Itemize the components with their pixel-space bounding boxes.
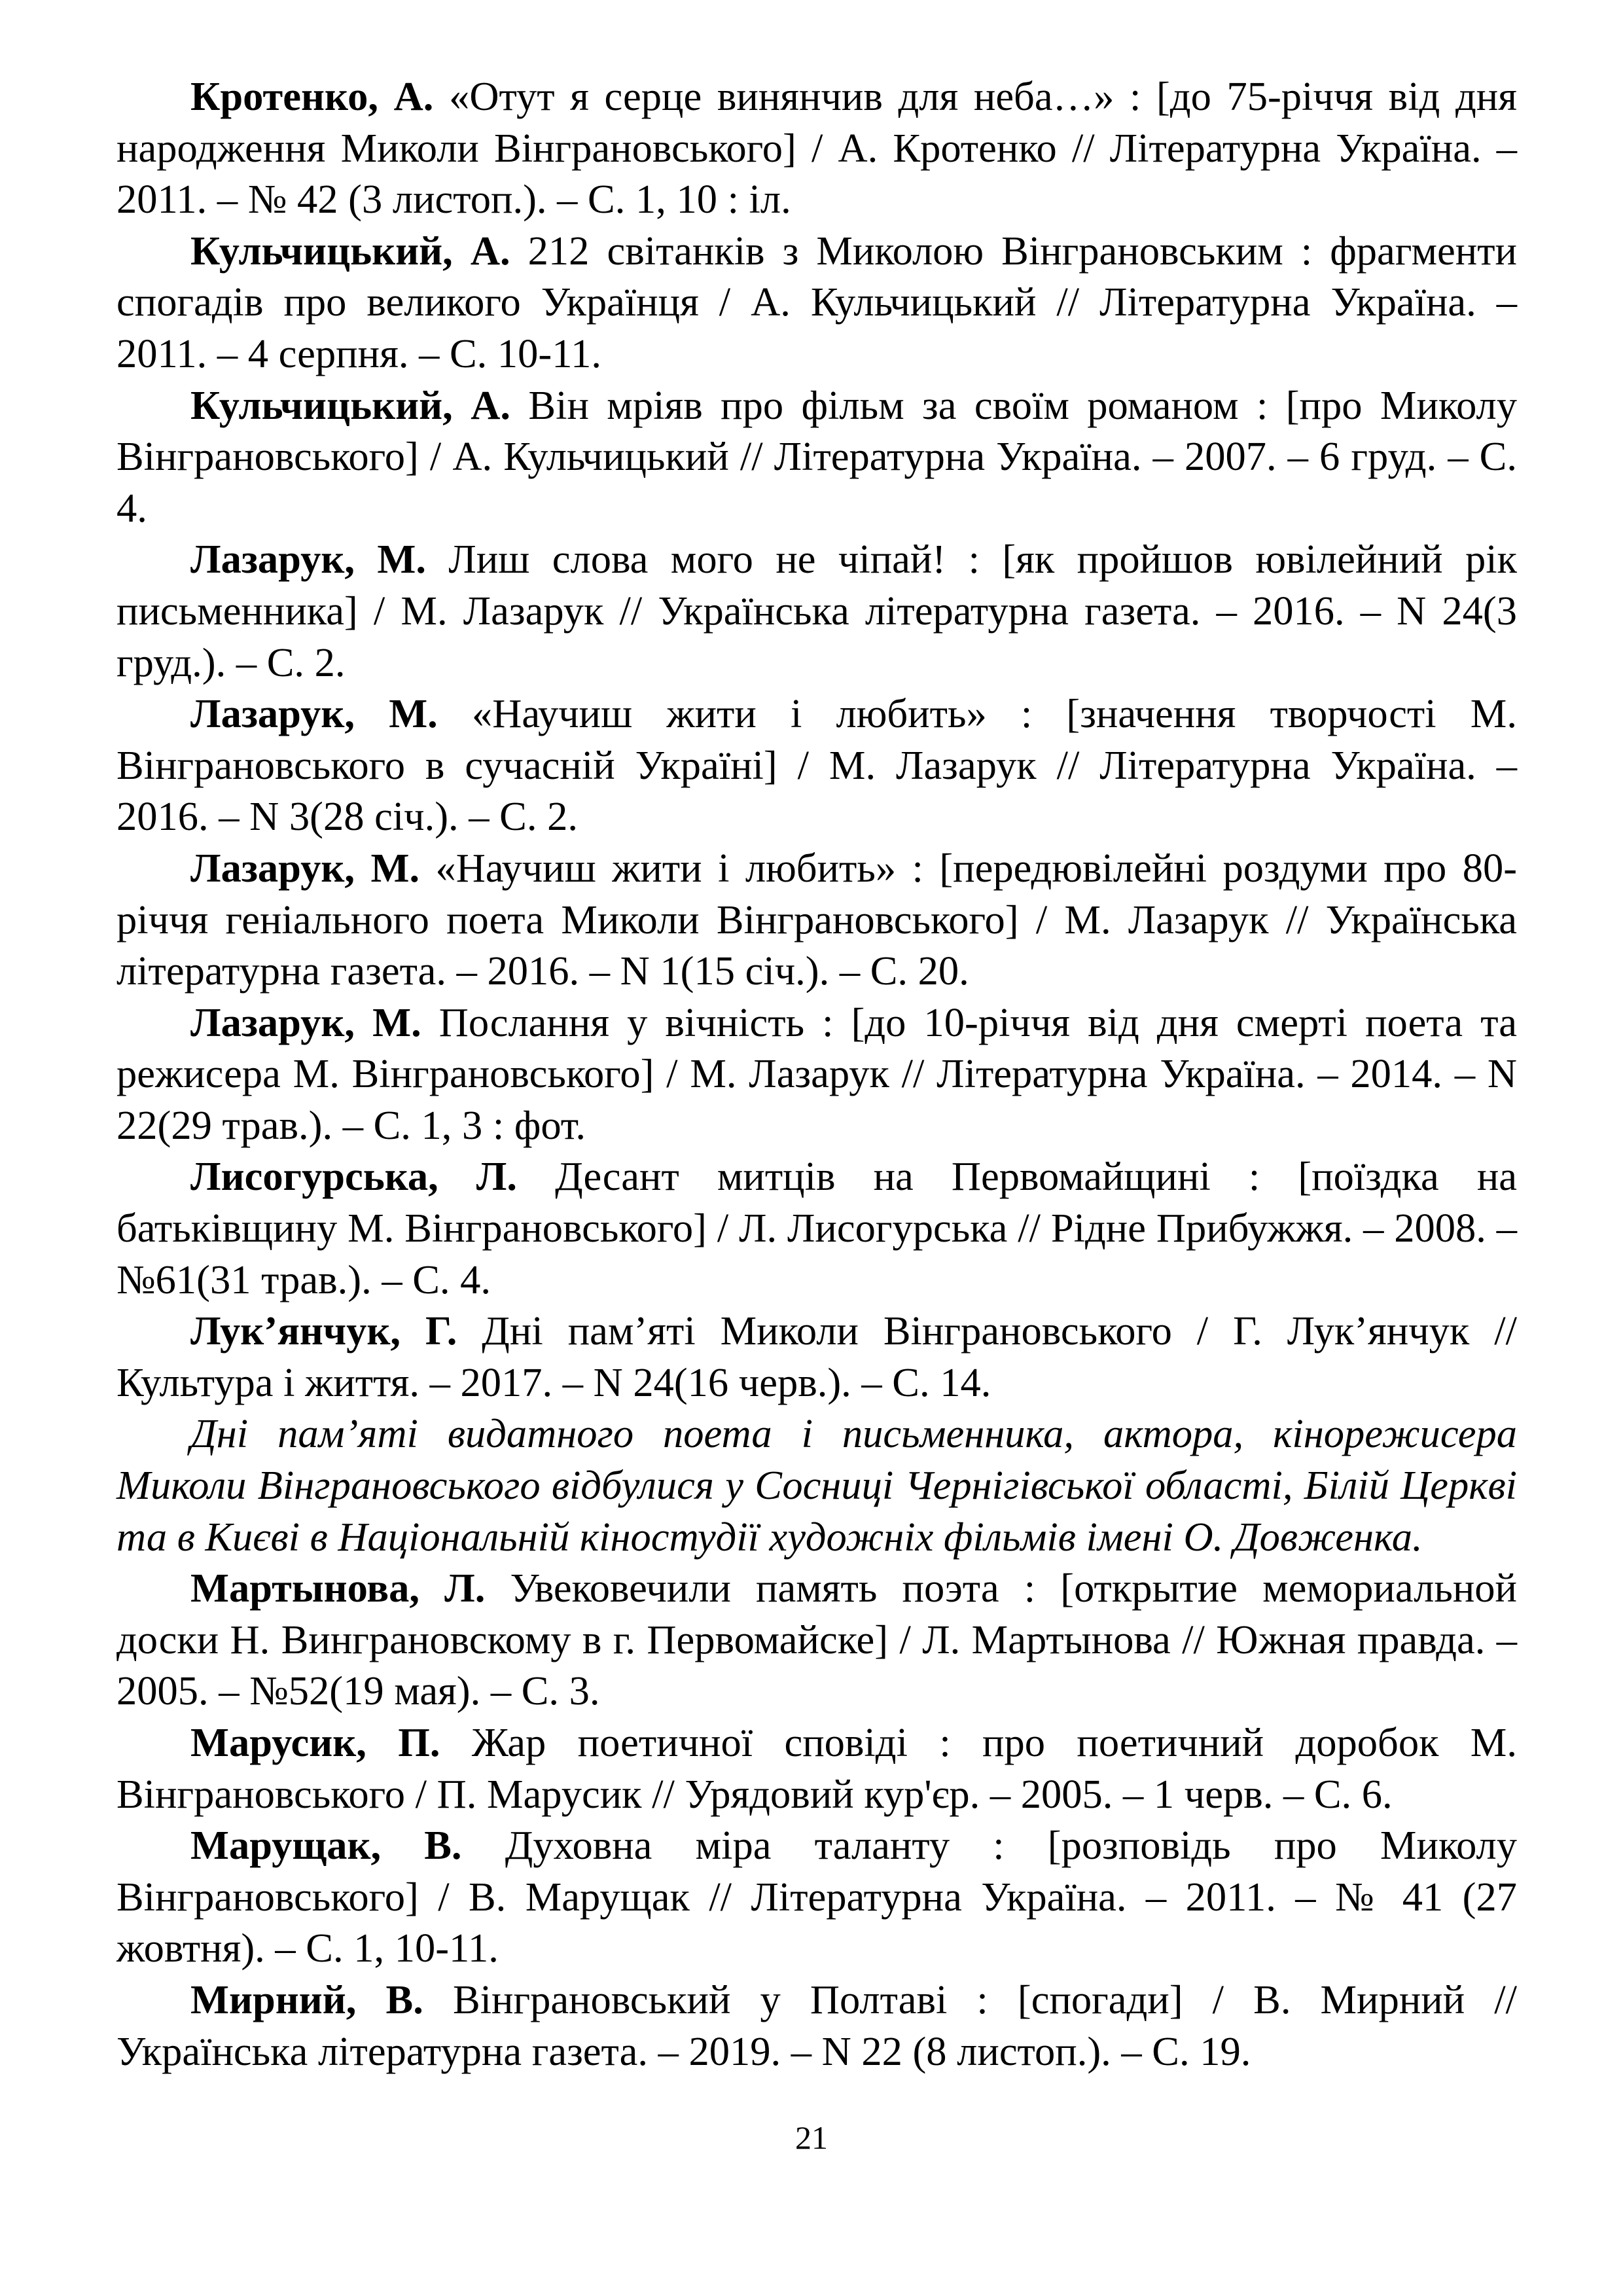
entry-text: «Научиш жити і любить» : [значення творчості М. Вінграновського в сучасній Україні] / М. Лазарук // Літературна Україна. – 2016. – N 3(28 січ.). – С. 2. xyxy=(116,691,1517,840)
entry-text: Духовна міра таланту : [розповідь про Миколу Вінграновського] / В. Марущак // Літературна Україна. – 2011. – № 41 (27 жовтня). – С. 1, 10-11. xyxy=(116,1822,1517,1971)
bibliography-entry xyxy=(116,533,1517,688)
bibliography-entry xyxy=(116,1717,1517,1820)
bibliography-entry xyxy=(116,842,1517,997)
bibliography-entry xyxy=(116,225,1517,380)
bibliography-entry xyxy=(116,1305,1517,1408)
entry-author: Лазарук, М. xyxy=(190,536,427,583)
entry-author: Лазарук, М. xyxy=(190,844,420,891)
entry-author: Лазарук, М. xyxy=(190,691,438,737)
bibliography-entry xyxy=(116,71,1517,225)
entry-author: Лазарук, М. xyxy=(190,999,421,1045)
entry-text: Він мріяв про фільм за своїм романом : [про Миколу Вінграновського] / А. Кульчицький // Літературна Україна. – 2007. – 6 груд. – С. 4. xyxy=(116,382,1517,531)
entry-text: Лиш слова мого не чіпай! : [як пройшов ювілейний рік письменника] / М. Лазарук // Українська літературна газета. – 2016. – N 24(3 груд.). – С. 2. xyxy=(116,536,1518,685)
entry-text: Дні пам’яті Миколи Вінграновського / Г. Лук’янчук // Культура і життя. – 2017. – N 24(16 черв.). – С. 14. xyxy=(116,1308,1517,1405)
entry-annotation: Дні пам’яті видатного поета і письменника, актора, кінорежисера Миколи Вінграновського відбулися у Сосниці Чернігівської області, Білій Церкві та в Києві в Національній кіностудії художніх фільмів імені О. Довженка. xyxy=(116,1410,1517,1560)
entry-text: Послання у вічність : [до 10-річчя від дня смерті поета та режисера М. Вінграновського] / М. Лазарук // Літературна Україна. – 2014. – N 22(29 трав.). – С. 1, 3 : фот. xyxy=(116,999,1518,1148)
entry-text: «Научиш жити і любить» : [передювілейні роздуми про 80-річчя геніального поета Миколи Вінграновського] / М. Лазарук // Українська літературна газета. – 2016. – N 1(15 січ.). – С. 20. xyxy=(116,844,1518,994)
entry-author: Марусик, П. xyxy=(190,1719,440,1765)
entry-text: Жар поетичної сповіді : про поетичний доробок М. Вінграновського / П. Марусик // Урядовий кур'єр. – 2005. – 1 черв. – С. 6. xyxy=(116,1719,1517,1817)
entry-author: Кульчицький, А. xyxy=(190,227,510,274)
bibliography-entry xyxy=(116,380,1517,534)
entry-author: Лисогурська, Л. xyxy=(190,1153,517,1200)
entry-author: Мартынова, Л. xyxy=(190,1565,486,1611)
entry-text: Вінграновський у Полтаві : [спогади] / В. Мирний // Українська літературна газета. – 2019. – N 22 (8 листоп.). – С. 19. xyxy=(116,1976,1518,2074)
page-number: 21 xyxy=(795,2119,828,2156)
bibliography-entry xyxy=(116,997,1517,1151)
bibliography-entry xyxy=(116,1820,1517,1974)
entry-author: Кротенко, А. xyxy=(190,73,434,119)
bibliography-entry xyxy=(116,1562,1517,1717)
entry-text: Десант митців на Первомайщині : [поїздка на батьківщину М. Вінграновського] / Л. Лисогурська // Рідне Прибужжя. – 2008. – №61(31 трав.). – С. 4. xyxy=(116,1153,1518,1302)
entry-text: 212 світанків з Миколою Вінграновським : фрагменти спогадів про великого Українця / А. Кульчицький // Літературна Україна. – 2011. – 4 серпня. – С. 10-11. xyxy=(116,227,1517,376)
entry-text: «Отут я серце винянчив для неба…» : [до 75-річчя від дня народження Миколи Вінграновського] / А. Кротенко // Літературна Україна. – 2011. – № 42 (3 листоп.). – С. 1, 10 : іл. xyxy=(116,73,1517,223)
entry-author: Кульчицький, А. xyxy=(190,382,510,428)
bibliography-page xyxy=(116,71,1517,2077)
entry-author: Мирний, В. xyxy=(190,1976,423,2022)
bibliography-entry xyxy=(116,688,1517,842)
bibliography-entry xyxy=(116,1151,1517,1305)
entry-author: Лук’янчук, Г. xyxy=(190,1308,457,1354)
bibliography-entry xyxy=(116,1974,1517,2077)
entry-author: Марущак, В. xyxy=(190,1822,462,1869)
entry-text: Увековечили память поэта : [открытие мемориальной доски Н. Винграновскому в г. Первомайске] / Л. Мартынова // Южная правда. – 2005. – №52(19 мая). – С. 3. xyxy=(116,1565,1518,1714)
